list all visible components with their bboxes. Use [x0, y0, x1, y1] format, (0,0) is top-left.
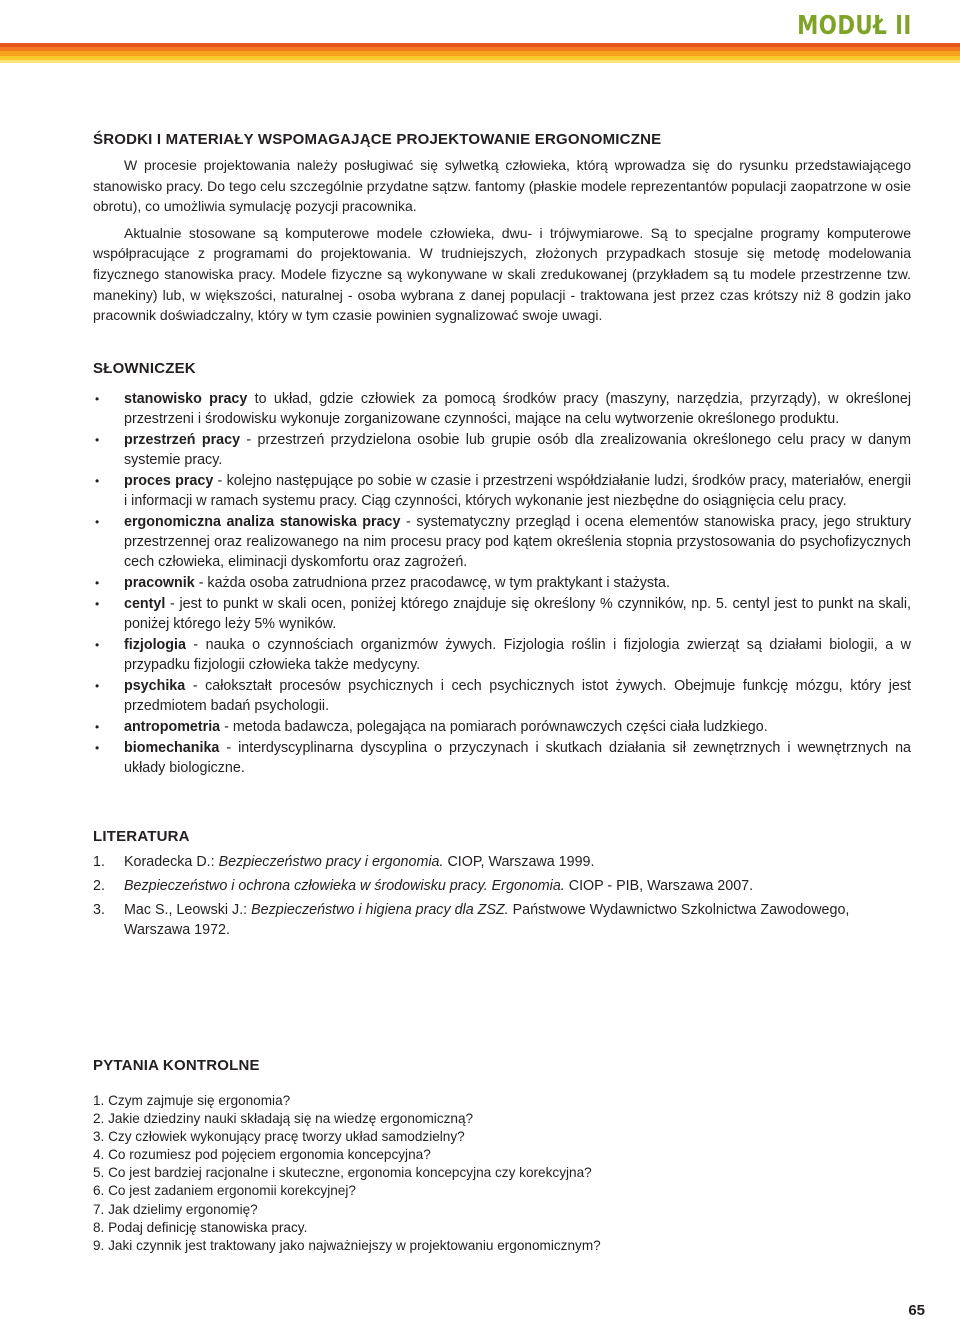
bullet-icon: • — [95, 576, 100, 591]
header-stripe-light-yellow — [0, 60, 960, 63]
glossary-item — [93, 738, 911, 778]
glossary-term: ergonomiczna analiza stanowiska pracy — [124, 514, 401, 530]
glossary-item — [93, 430, 911, 470]
literature-number: 2. — [93, 878, 105, 894]
section-literature — [93, 828, 911, 945]
glossary-definition: - nauka o czynnościach organizmów żywych. Fizjologia roślin i fizjologia zwierząt są działami biologii, a w przypadku fizjologii człowieka także medycyny. — [124, 637, 911, 674]
section-ergonomic-aids — [93, 131, 911, 326]
glossary-term: centyl — [124, 596, 166, 612]
glossary-item — [93, 389, 911, 429]
glossary-definition: - każda osoba zatrudniona przez pracodawcę, w tym praktykant i stażysta. — [194, 575, 670, 592]
glossary-term: proces pracy — [124, 473, 214, 489]
glossary-term: biomechanika — [124, 739, 220, 756]
literature-title: LITERATURA — [93, 828, 190, 845]
literature-list — [93, 853, 911, 940]
glossary-item — [93, 471, 911, 511]
glossary-item — [93, 676, 911, 716]
bullet-icon: • — [95, 515, 100, 529]
glossary-term: psychika — [124, 678, 186, 694]
section-control-questions — [93, 1057, 911, 1255]
literature-item — [93, 901, 911, 940]
question-item: 3. Czy człowiek wykonujący pracę tworzy układ samodzielny? — [93, 1129, 465, 1145]
bullet-icon: • — [95, 638, 100, 652]
glossary-item — [93, 512, 911, 573]
literature-author: Mac S., Leowski J.: — [124, 902, 252, 918]
literature-publisher: CIOP - PIB, Warszawa 2007. — [564, 878, 754, 894]
literature-item — [93, 853, 911, 873]
glossary-list — [93, 389, 911, 778]
bullet-icon: • — [95, 720, 100, 734]
question-item: 2. Jakie dziedziny nauki składają się na wiedzę ergonomiczną? — [93, 1111, 474, 1127]
literature-publisher: Państwowe Wydawnictwo Szkolnictwa Zawodowego, Warszawa 1972. — [124, 902, 850, 938]
glossary-item — [93, 717, 911, 737]
glossary-definition: - przestrzeń przydzielona osobie lub grupie osób dla zrealizowania określonego celu pracy w danym systemie pracy. — [124, 432, 911, 469]
glossary-item — [93, 635, 911, 675]
glossary-item — [93, 573, 911, 593]
glossary-term: pracownik — [124, 575, 195, 592]
glossary-definition: - kolejno następujące po sobie w czasie i przestrzeni współdziałanie ludzi, środków pracy, materiałów, energii i informacji w ramach systemu pracy. Ciąg czynności, których wykonanie jest niezbędne do osiągnięcia celu pracy. — [124, 473, 911, 510]
glossary-definition: - systematyczny przegląd i ocena elementów stanowiska pracy, jego struktury przestrzennej oraz realizowanego na nim procesu pracy pod kątem określenia stopnia przystosowania do psychofizycznych cech człowieka, eliminacji dyskomfortu oraz zagrożeń. — [124, 514, 911, 571]
questions-list — [93, 1092, 911, 1255]
glossary-definition: to układ, gdzie człowiek za pomocą środków pracy (maszyny, narzędzia, przyrządy), w określonej przestrzeni i środowisku wykonuje zorganizowane czynności, mające na celu wytworzenie określonego produktu. — [124, 391, 912, 428]
bullet-icon: • — [95, 597, 100, 611]
glossary-title: SŁOWNICZEK — [93, 360, 196, 377]
question-item: 9. Jaki czynnik jest traktowany jako najważniejszy w projektowaniu ergonomicznym? — [93, 1237, 601, 1253]
section-glossary — [93, 360, 911, 779]
page-number: 65 — [908, 1302, 925, 1319]
glossary-term: stanowisko pracy — [124, 391, 248, 407]
question-item: 7. Jak dzielimy ergonomię? — [93, 1201, 258, 1217]
question-item: 1. Czym zajmuje się ergonomia? — [93, 1093, 291, 1108]
glossary-term: przestrzeń pracy — [124, 432, 241, 448]
literature-title: Bezpieczeństwo pracy i ergonomia. — [218, 854, 444, 870]
literature-item — [93, 877, 911, 897]
literature-number: 1. — [93, 854, 105, 870]
question-item: 6. Co jest zadaniem ergonomii korekcyjnej? — [93, 1183, 356, 1199]
bullet-icon: • — [95, 433, 100, 447]
literature-publisher: CIOP, Warszawa 1999. — [443, 854, 595, 870]
literature-title: Bezpieczeństwo i ochrona człowieka w środowisku pracy. Ergonomia. — [124, 878, 565, 894]
glossary-definition: - interdyscyplinarna dyscyplina o przyczynach i skutkach działania sił zewnętrznych i wewnętrznych na układy biologiczne. — [124, 739, 911, 776]
bullet-icon: • — [95, 740, 100, 755]
question-item: 8. Podaj definicję stanowiska pracy. — [93, 1219, 308, 1235]
section-title: ŚRODKI I MATERIAŁY WSPOMAGAJĄCE PROJEKTOWANIE ERGONOMICZNE — [93, 131, 662, 148]
literature-number: 3. — [93, 902, 105, 918]
glossary-definition: - całokształt procesów psychicznych i cech psychicznych istot żywych. Obejmuje funkcję mózgu, który jest przedmiotem badań psychologii. — [124, 678, 911, 715]
paragraph: Aktualnie stosowane są komputerowe modele człowieka, dwu- i trójwymiarowe. Są to specjalne programy komputerowe współpracujące z programami do projektowania. W trudniejszych, złożonych przypadkach stosuje się metodę modelowania fizycznego stanowiska pracy. Modele fizyczne są wykonywane w skali zredukowanej (przykładem są tu modele przestrzenne tzw. manekiny) lub, w większości, naturalnej - osoba wybrana z danej populacji - traktowana jest przez czas krótszy niż 8 godzin jako pracownik doświadczalny, który w tym czasie powinien sygnalizować swoje uwagi. — [93, 224, 911, 324]
glossary-item — [93, 594, 911, 634]
module-title: MODUŁ II — [797, 11, 912, 41]
bullet-icon: • — [95, 474, 100, 488]
bullet-icon: • — [95, 679, 100, 693]
glossary-definition: - metoda badawcza, polegająca na pomiarach porównawczych części ciała ludzkiego. — [220, 719, 768, 735]
glossary-term: fizjologia — [124, 637, 186, 653]
glossary-definition: - jest to punkt w skali ocen, poniżej którego znajduje się określony % czynników, np. 5. centyl jest to punkt na skali, poniżej którego leży 5% wyników. — [124, 596, 911, 633]
paragraph: W procesie projektowania należy posługiwać się sylwetką człowieka, którą wprowadza się do rysunku przedstawiającego stanowisko pracy. Do tego celu szczególnie przydatne sątzw. fantomy (płaskie modele reprezentantów populacji zaopatrzone w osie obrotu), co umożliwia symulację pozycji pracownika. — [93, 157, 911, 215]
literature-title: Bezpieczeństwo i higiena pracy dla ZSZ. — [251, 902, 509, 918]
bullet-icon: • — [95, 392, 100, 406]
literature-author: Koradecka D.: — [124, 854, 219, 870]
glossary-term: antropometria — [124, 719, 221, 735]
question-item: 4. Co rozumiesz pod pojęciem ergonomia koncepcyjna? — [93, 1147, 431, 1163]
questions-title: PYTANIA KONTROLNE — [93, 1057, 260, 1074]
question-item: 5. Co jest bardziej racjonalne i skuteczne, ergonomia koncepcyjna czy korekcyjna? — [93, 1165, 592, 1181]
